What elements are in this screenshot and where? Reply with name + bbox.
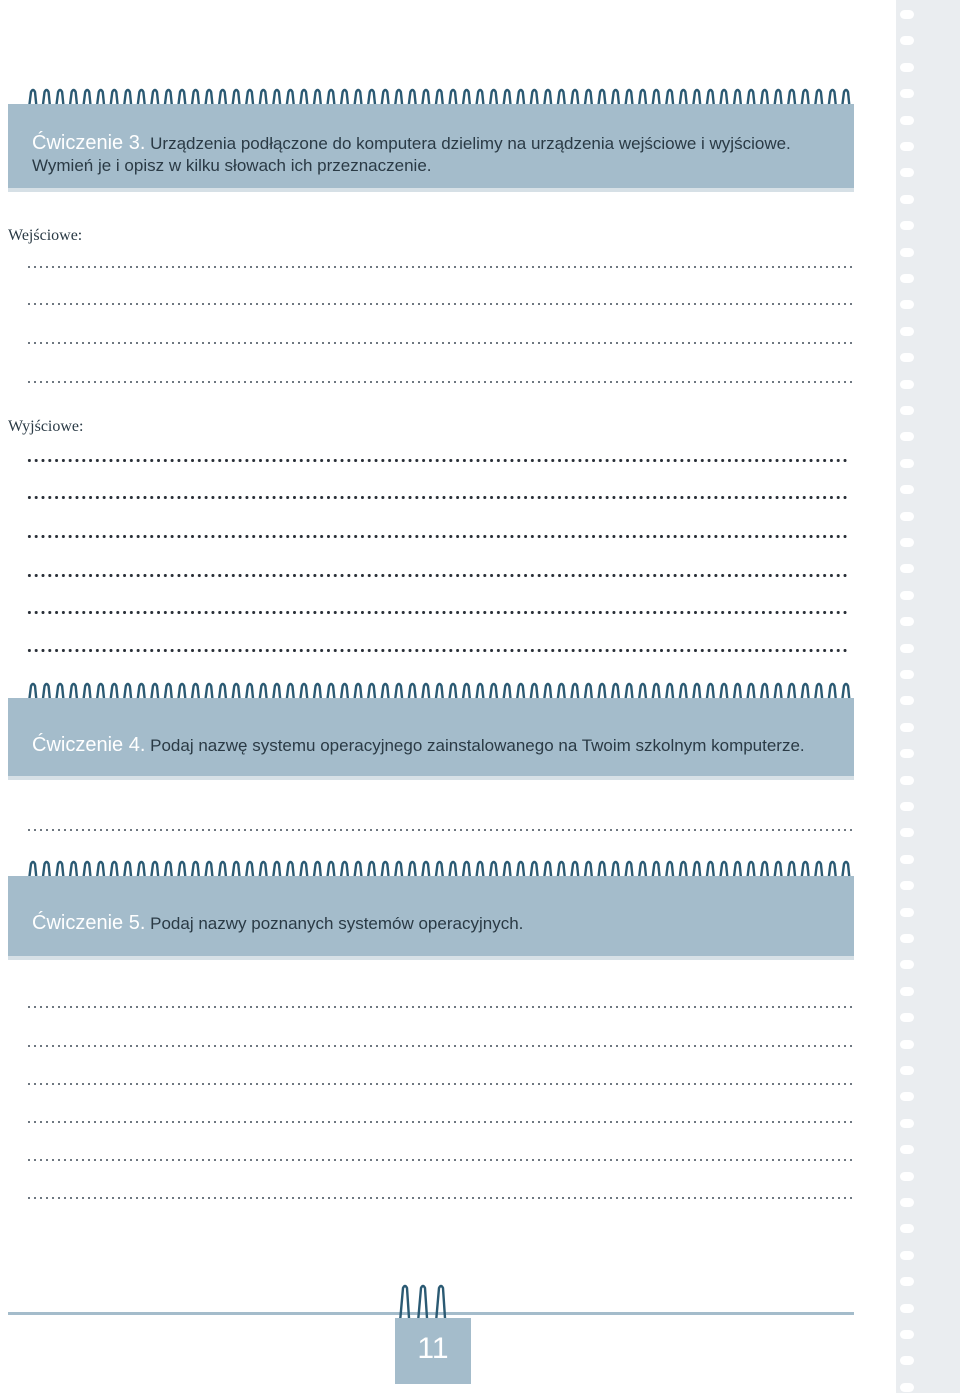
- perforation-hole: [900, 1330, 914, 1339]
- exercise-5-banner: [8, 876, 854, 956]
- perforation-hole: [900, 617, 914, 626]
- inputs-label: Wejściowe:: [8, 227, 83, 244]
- answer-line[interactable]: [26, 341, 854, 345]
- page-number: 11: [395, 1318, 471, 1384]
- perforation-hole: [900, 1145, 914, 1154]
- perforation-hole: [900, 1277, 914, 1286]
- perforation-hole: [900, 987, 914, 996]
- exercise-5-number: Ćwiczenie 5.: [32, 912, 146, 934]
- perforation-hole: [900, 1040, 914, 1049]
- exercise-4-banner: [8, 698, 854, 776]
- exercise-3-text-line2: Wymień je i opisz w kilku słowach ich przeznaczenie.: [32, 156, 432, 175]
- perforation-hole: [900, 564, 914, 573]
- perforation-hole: [900, 353, 914, 362]
- answer-line[interactable]: [26, 573, 848, 578]
- perforation-hole: [900, 591, 914, 600]
- perforation-hole: [900, 1383, 914, 1392]
- exercise-5-title: [32, 912, 842, 935]
- exercise-3-text-line1: Urządzenia podłączone do komputera dzielimy na urządzenia wejściowe i wyjściowe.: [150, 134, 791, 153]
- perforation-hole: [900, 248, 914, 257]
- answer-line[interactable]: [26, 380, 854, 384]
- perforation-hole: [900, 960, 914, 969]
- perforation-hole: [900, 538, 914, 547]
- perforation-hole: [900, 1172, 914, 1181]
- perforation-hole: [900, 670, 914, 679]
- answer-line[interactable]: [26, 458, 848, 463]
- exercise-3-banner: [8, 104, 854, 188]
- perforation-hole: [900, 908, 914, 917]
- answer-line[interactable]: [26, 1005, 854, 1009]
- perforation-hole: [900, 63, 914, 72]
- perforation-hole: [900, 644, 914, 653]
- perforation-hole: [900, 1066, 914, 1075]
- answer-line[interactable]: [26, 495, 848, 500]
- exercise-4-text-line1: Podaj nazwę systemu operacyjnego zainstalowanego na Twoim szkolnym komputerze.: [150, 736, 805, 755]
- perforation-hole: [900, 142, 914, 151]
- answer-line[interactable]: [26, 828, 854, 832]
- exercise-5-text-line1: Podaj nazwy poznanych systemów operacyjnych.: [150, 914, 524, 933]
- perforation-hole: [900, 1092, 914, 1101]
- perforation-hole: [900, 10, 914, 19]
- perforation-hole: [900, 723, 914, 732]
- perforation-hole: [900, 802, 914, 811]
- perforation-hole: [900, 776, 914, 785]
- perforation-hole: [900, 512, 914, 521]
- exercise-4-title: [32, 734, 842, 757]
- answer-line[interactable]: [26, 648, 848, 653]
- perforation-hole: [900, 300, 914, 309]
- perforation-hole: [900, 749, 914, 758]
- perforation-hole: [900, 855, 914, 864]
- perforation-hole: [900, 327, 914, 336]
- perforation-hole: [900, 1356, 914, 1365]
- answer-line[interactable]: [26, 1044, 854, 1048]
- perforation-hole: [900, 934, 914, 943]
- perforation-hole: [900, 221, 914, 230]
- perforation-hole: [900, 881, 914, 890]
- perforation-hole: [900, 696, 914, 705]
- answer-line[interactable]: [26, 1120, 854, 1124]
- outputs-label: Wyjściowe:: [8, 418, 84, 435]
- answer-line[interactable]: [26, 265, 854, 269]
- perforation-hole: [900, 274, 914, 283]
- answer-line[interactable]: [26, 534, 848, 539]
- perforation-hole: [900, 406, 914, 415]
- answer-line[interactable]: [26, 1158, 854, 1162]
- answer-line[interactable]: [26, 1196, 854, 1200]
- perforation-hole: [900, 1013, 914, 1022]
- perforation-hole: [900, 195, 914, 204]
- perforation-hole: [900, 89, 914, 98]
- perforation-hole: [900, 116, 914, 125]
- perforated-edge: [896, 0, 960, 1393]
- exercise-3-title: [32, 132, 842, 177]
- perforation-hole: [900, 36, 914, 45]
- perforation-hole: [900, 380, 914, 389]
- perforation-hole: [900, 459, 914, 468]
- perforation-hole: [900, 1198, 914, 1207]
- perforation-hole: [900, 1251, 914, 1260]
- perforation-hole: [900, 1119, 914, 1128]
- answer-line[interactable]: [26, 302, 854, 306]
- perforation-hole: [900, 432, 914, 441]
- perforation-hole: [900, 1304, 914, 1313]
- perforation-hole: [900, 168, 914, 177]
- answer-line[interactable]: [26, 1082, 854, 1086]
- perforation-hole: [900, 828, 914, 837]
- exercise-4-number: Ćwiczenie 4.: [32, 734, 146, 756]
- perforation-hole: [900, 1224, 914, 1233]
- answer-line[interactable]: [26, 610, 848, 615]
- exercise-3-number: Ćwiczenie 3.: [32, 132, 146, 154]
- perforation-hole: [900, 485, 914, 494]
